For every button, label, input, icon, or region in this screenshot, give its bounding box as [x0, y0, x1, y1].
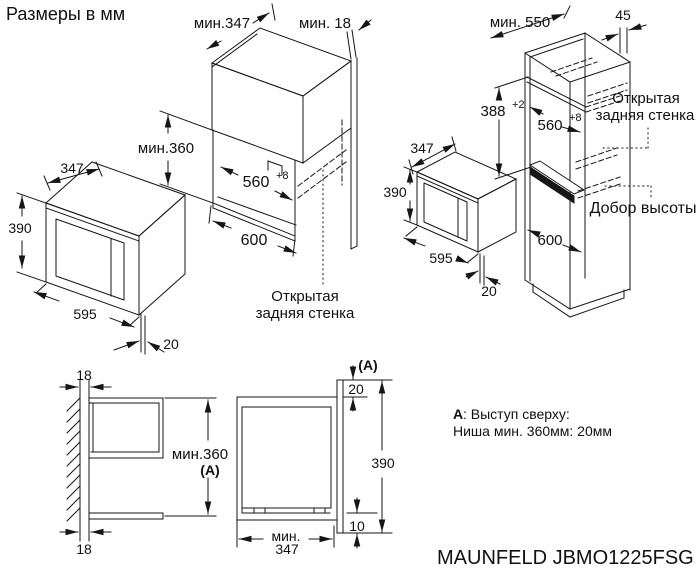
dim-tall-niche-width-tol: +8: [569, 112, 582, 124]
dim-right-height: 390: [383, 184, 407, 200]
model-label: MAUNFELD JBMO1225FSG: [437, 547, 694, 569]
dim-tall-niche-width: 560: [537, 117, 563, 134]
tall-cabinet-view: [480, 6, 696, 317]
note-ref-a: А: [453, 406, 464, 422]
note-line1: : Выступ сверху:: [463, 406, 570, 422]
dim-wall-min-height: мин.360: [171, 446, 229, 463]
dim-niche-depth-value: 347: [275, 541, 299, 557]
height-filler-label: Добор высоты: [589, 200, 697, 217]
dim-tall-min-depth: мин. 550: [489, 14, 551, 31]
tall-open-back-label-2: задняя стенка: [595, 107, 695, 124]
dim-mid-min-gap: мин. 18: [299, 15, 351, 32]
dim-wall-gap-bottom: 18: [76, 541, 92, 557]
mid-open-back-label-2: задняя стенка: [255, 305, 355, 322]
note-line2: Ниша мин. 360мм: 20мм: [453, 423, 613, 439]
dim-tall-rear-gap: 45: [615, 7, 631, 23]
dim-wall-gap-top: 18: [76, 367, 92, 383]
dim-tall-niche-height-tol: +2: [512, 99, 525, 111]
wall-hatching: [67, 398, 80, 521]
page-title: Размеры в мм: [6, 4, 126, 24]
dim-left-door-offset: 20: [163, 336, 179, 352]
dim-left-width: 595: [73, 306, 97, 322]
wall-ref-a: (A): [200, 462, 220, 478]
tall-open-back-label-1: Открытая: [612, 90, 680, 107]
dim-niche-height: 390: [371, 455, 395, 471]
dim-niche-bottom-overhang: 10: [349, 518, 365, 534]
dim-mid-min-depth: мин.347: [193, 15, 251, 32]
dim-mid-niche-width-tol: +8: [276, 170, 289, 182]
dim-tall-width: 600: [537, 232, 563, 249]
mid-open-back-label-1: Открытая: [271, 288, 339, 305]
dim-tall-niche-height: 388: [480, 103, 506, 120]
dim-right-width: 595: [429, 250, 453, 266]
microwave-foot: [314, 508, 325, 513]
dim-left-height: 390: [8, 220, 32, 236]
footnote: [453, 406, 612, 439]
mid-cabinet-view: [138, 4, 371, 322]
left-microwave-view: [8, 160, 185, 354]
dim-mid-min-height: мин.360: [137, 140, 195, 157]
dim-right-depth: 347: [410, 140, 434, 156]
dim-left-depth: 347: [60, 160, 84, 176]
wall-gap-section-view: [60, 367, 228, 557]
niche-section-view: [237, 357, 395, 557]
dim-right-door-offset: 20: [481, 283, 497, 299]
dim-mid-width: 600: [240, 232, 268, 249]
dim-niche-top-overhang: 20: [348, 381, 364, 397]
niche-ref-a: (A): [358, 357, 378, 373]
right-microwave-view: [383, 137, 516, 299]
dim-mid-niche-width: 560: [242, 174, 270, 191]
microwave-foot: [254, 508, 265, 513]
dim-niche-depth-label: мин.: [271, 528, 301, 544]
